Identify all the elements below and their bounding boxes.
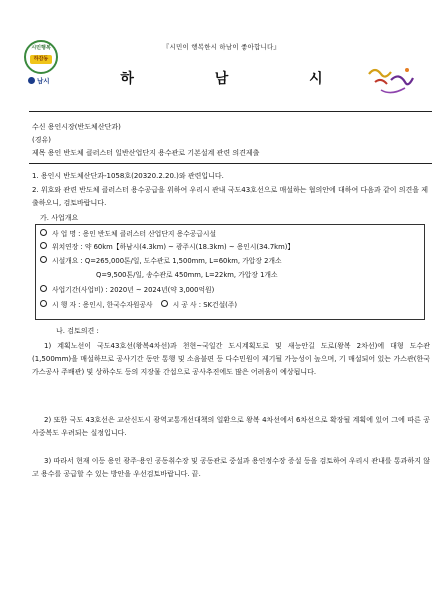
overview-heading: 가. 사업개요: [40, 214, 79, 222]
review-paragraph-2: 2) 또한 국도 43호선은 교산신도시 광역교통개선대책의 일환으로 왕복 4차선에서 6차선으로 확장될 계획에 있어 그에 따른 공사중복도 우려되는 실정입니다.: [32, 416, 430, 437]
intro-paragraph-1: 1. 용인시 반도체산단과-1058호(20320.2.20.)와 관련입니다.: [32, 172, 224, 180]
overview-row-facility: 시설개요 : Q=265,000톤/일, 도수관로 1,500mm, L=60km, 가압장 2개소: [40, 255, 282, 265]
circle-bullet-icon: [40, 300, 47, 307]
calligraphy-logo-icon: [361, 60, 421, 100]
circle-bullet-icon: [40, 285, 47, 292]
subject: 제목 용인 반도체 클러스터 일반산업단지 용수관로 기본설계 관련 의견제출: [32, 149, 260, 157]
review-paragraph-3: 3) 따라서 현재 이등 용인 광주·용인 공동취수장 및 공동관로 중설과 용인정수장 증설 등을 검토하여 우리시 관내를 통과하지 않고 용수를 공급할 수 있는 방안을 우선검토바랍니다. 끝.: [32, 457, 430, 478]
circle-bullet-icon: [161, 300, 168, 307]
overview-row-location: 위치연장 : 약 60km【하남시(4.3km) ~ 광주시(18.3km) ~ 용인시(34.7km)】: [40, 241, 294, 251]
overview-row-facility-2: Q=9,500톤/일, 송수관로 450mm, L=22km, 가압장 1개소: [96, 271, 278, 279]
review-paragraph-1: 1) 계획노선이 국도43호선(왕복4차선)과 천현~국일간 도시계획도로 및 새능안길 도로(왕복 2차선)에 대형 도수관(1,500mm)을 매설하므로 공사기간 동안 통행 및 소음불편 등 다수민원이 제기될 가능성이 높으며, 기 매설되어 있는 가스관(한국가스공사 주배관) 및 상하수도 등의 지장물 간섭으로 공사추진에도 많은 어려움이 예상됩니다.: [32, 342, 430, 376]
overview-row-period: 사업기간(사업비) : 2020년 ~ 2024년(약 3,000억원): [40, 284, 214, 294]
intro-paragraph-2: 2. 위호와 관련 반도체 클러스터 용수공급을 위하여 우리시 관내 국도43호선으로 매설하는 협의안에 대하여 다음과 같이 의견을 제출하오니, 검토바랍니다.: [32, 186, 429, 207]
overview-row-name: 사 업 명 : 용인 반도체 클러스터 산업단지 용수공급시설: [40, 228, 216, 238]
circle-bullet-icon: [40, 242, 47, 249]
logo-top-text: 시민행복: [31, 45, 51, 51]
header-divider: [29, 111, 432, 112]
overview-box: [35, 224, 425, 320]
recipient: 수신 용인시장(반도체산단과): [32, 123, 121, 131]
slogan: 『시민이 행복한시 하남이 좋아합니다』: [162, 43, 281, 51]
circle-bullet-icon: [40, 229, 47, 236]
review-heading: 나. 검토의견 :: [56, 327, 99, 335]
logo-badge: 하감동: [30, 55, 52, 64]
logo-city-name: 남시: [28, 76, 50, 85]
circle-bullet-icon: [40, 256, 47, 263]
subject-divider: [29, 163, 432, 164]
via: (경유): [32, 136, 51, 144]
overview-row-executor: 시 행 자 : 용인시, 한국수자원공사 시 공 사 : SK건설(주): [40, 299, 237, 309]
org-title: 하 남 시: [120, 71, 361, 87]
